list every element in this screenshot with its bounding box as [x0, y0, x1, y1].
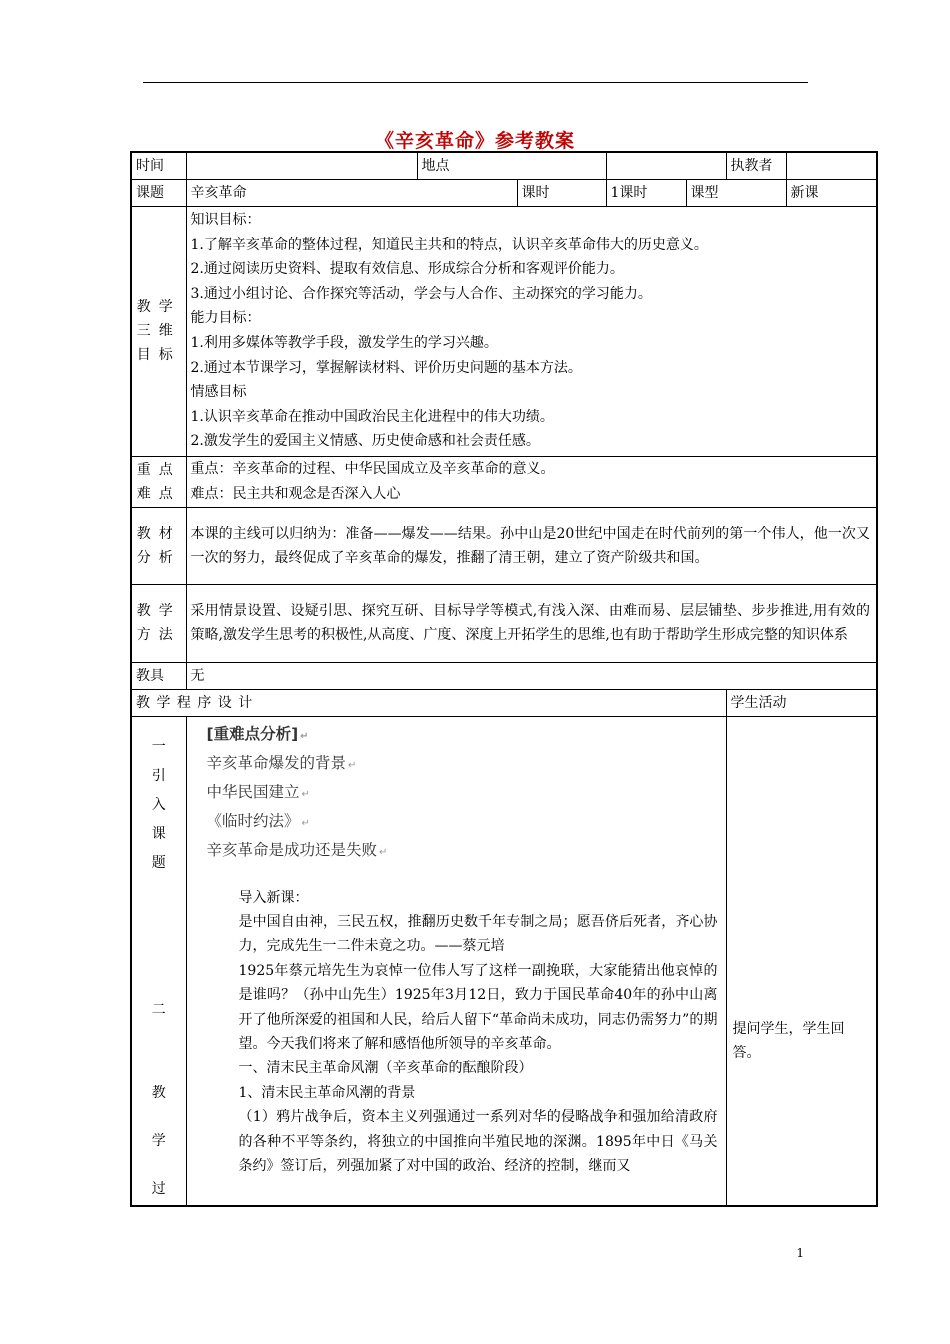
- slide-line: [重难点分析]: [206, 724, 299, 743]
- row-methods: [131, 584, 877, 662]
- time-label: 时间: [131, 152, 186, 179]
- place-value: [606, 152, 726, 179]
- procedure-line: 导入新课：: [238, 889, 309, 906]
- keypoint-line: 重点：辛亥革命的过程、中华民国成立及辛亥革命的意义。: [190, 460, 555, 477]
- methods-text: 采用情景设置、设疑引思、探究互研、目标导学等模式,有浅入深、由难而易、层层铺垫、步步推进,用有效的策略,激发学生思考的积极性,从高度、广度、深度上开拓学生的思维,也有助于帮助学生形成完整的知识体系: [186, 584, 877, 662]
- return-mark-icon: ↵: [301, 817, 310, 829]
- row-program-body: [131, 716, 877, 1206]
- stage-column: [131, 716, 186, 1206]
- time-value: [186, 152, 417, 179]
- goals-content: [186, 206, 877, 456]
- keypoints-content: [186, 456, 877, 507]
- procedure-line: 是中国自由神，三民五权，推翻历史数千年专制之局；愿吾侪后死者，齐心协力，完成先生一二件未竟之功。——蔡元培: [238, 913, 718, 955]
- row-program-header: [131, 689, 877, 716]
- stage1-char: 课: [151, 825, 166, 842]
- return-mark-icon: ↵: [300, 730, 309, 742]
- header-rule: [143, 82, 808, 83]
- stage2-char: 教: [151, 1084, 166, 1101]
- keypoint-line: 难点：民主共和观念是否深入人心: [190, 485, 401, 502]
- stage2-char: 过: [151, 1180, 166, 1197]
- slide-line: 辛亥革命爆发的背景: [206, 753, 347, 772]
- goals-line: 知识目标：: [190, 212, 261, 229]
- row-keypoints: [131, 456, 877, 507]
- return-mark-icon: ↵: [301, 788, 310, 800]
- goals-line: 情感目标: [190, 384, 247, 401]
- student-activity-header: 学生活动: [726, 689, 877, 716]
- stage1-char: 引: [151, 767, 166, 784]
- hours-value: 1课时: [606, 179, 686, 206]
- goals-line: 1.了解辛亥革命的整体过程，知道民主共和的特点，认识辛亥革命伟大的历史意义。: [190, 236, 708, 253]
- procedure-line: 一、清末民主革命风潮（辛亥革命的酝酿阶段）: [238, 1060, 533, 1077]
- row-time: [131, 152, 877, 179]
- goals-label: 教学三维目标: [131, 206, 186, 456]
- row-tools: [131, 662, 877, 689]
- keypoints-label: 重点难点: [131, 456, 186, 507]
- procedure-content: [186, 716, 726, 1206]
- row-goals: [131, 206, 877, 456]
- stage2-char: 学: [151, 1132, 166, 1149]
- goals-line: 2.通过本节课学习，掌握解读材料、评价历史问题的基本方法。: [190, 359, 582, 376]
- tools-label: 教具: [131, 662, 186, 689]
- embedded-slide-image: [207, 721, 718, 866]
- teacher-value: [786, 152, 877, 179]
- type-label: 课型: [686, 179, 786, 206]
- type-value: 新课: [786, 179, 877, 206]
- student-activity: 提问学生，学生回答。: [726, 716, 877, 1206]
- slide-line: 《临时约法》: [206, 811, 300, 830]
- row-analysis: [131, 507, 877, 584]
- analysis-text: 本课的主线可以归纳为：准备——爆发——结果。孙中山是20世纪中国走在时代前列的第一个伟人，他一次又一次的努力，最终促成了辛亥革命的爆发，推翻了清王朝，建立了资产阶级共和国。: [186, 507, 877, 584]
- goals-line: 2.通过阅读历史资料、提取有效信息、形成综合分析和客观评价能力。: [190, 261, 624, 278]
- goals-line: 2.激发学生的爱国主义情感、历史使命感和社会责任感。: [190, 433, 540, 450]
- stage1-char: 题: [151, 854, 166, 871]
- hours-label: 课时: [517, 179, 606, 206]
- stage1-char: 入: [151, 796, 166, 813]
- goals-line: 能力目标：: [190, 310, 261, 327]
- topic-label: 课题: [131, 179, 186, 206]
- goals-line: 1.利用多媒体等教学手段，激发学生的学习兴趣。: [190, 335, 498, 351]
- return-mark-icon: ↵: [348, 759, 357, 771]
- goals-line: 1.认识辛亥革命在推动中国政治民主化进程中的伟大功绩。: [190, 408, 554, 425]
- lesson-plan-table: [130, 151, 878, 1207]
- page-number: 1: [796, 1246, 804, 1260]
- procedure-line: （1）鸦片战争后，资本主义列强通过一系列对华的侵略战争和强加给清政府的各种不平等条约，将独立的中国推向半殖民地的深渊。1895年中日《马关条约》签订后，列强加紧了对中国的政治、经济的控制，继而又: [238, 1109, 718, 1174]
- place-label: 地点: [417, 152, 606, 179]
- procedure-line: 1925年蔡元培先生为哀悼一位伟人写了这样一副挽联，大家能猜出他哀悼的是谁吗？（孙中山先生）1925年3月12日，致力于国民革命40年的孙中山离开了他所深爱的祖国和人民，给后人留下“革命尚未成功，同志仍需努力”的期望。今天我们将来了解和感悟他所领导的辛亥革命。: [238, 962, 718, 1052]
- procedure-line: 1、清末民主革命风潮的背景: [238, 1084, 416, 1101]
- program-header: 教 学 程 序 设 计: [131, 689, 726, 716]
- slide-line: 辛亥革命是成功还是失败: [206, 840, 378, 859]
- methods-label: 教学方法: [131, 584, 186, 662]
- page-title: 《辛亥革命》参考教案: [374, 130, 575, 152]
- tools-value: 无: [186, 662, 877, 689]
- return-mark-icon: ↵: [379, 846, 388, 858]
- stage1-char: 一: [151, 738, 166, 755]
- goals-line: 3.通过小组讨论、合作探究等活动，学会与人合作、主动探究的学习能力。: [190, 285, 652, 302]
- procedure-text: [239, 886, 718, 1179]
- stage2-char: 二: [151, 1001, 166, 1018]
- slide-line: 中华民国建立: [206, 782, 300, 801]
- analysis-label: 教材分析: [131, 507, 186, 584]
- topic-value: 辛亥革命: [186, 179, 517, 206]
- teacher-label: 执教者: [726, 152, 786, 179]
- row-topic: [131, 179, 877, 206]
